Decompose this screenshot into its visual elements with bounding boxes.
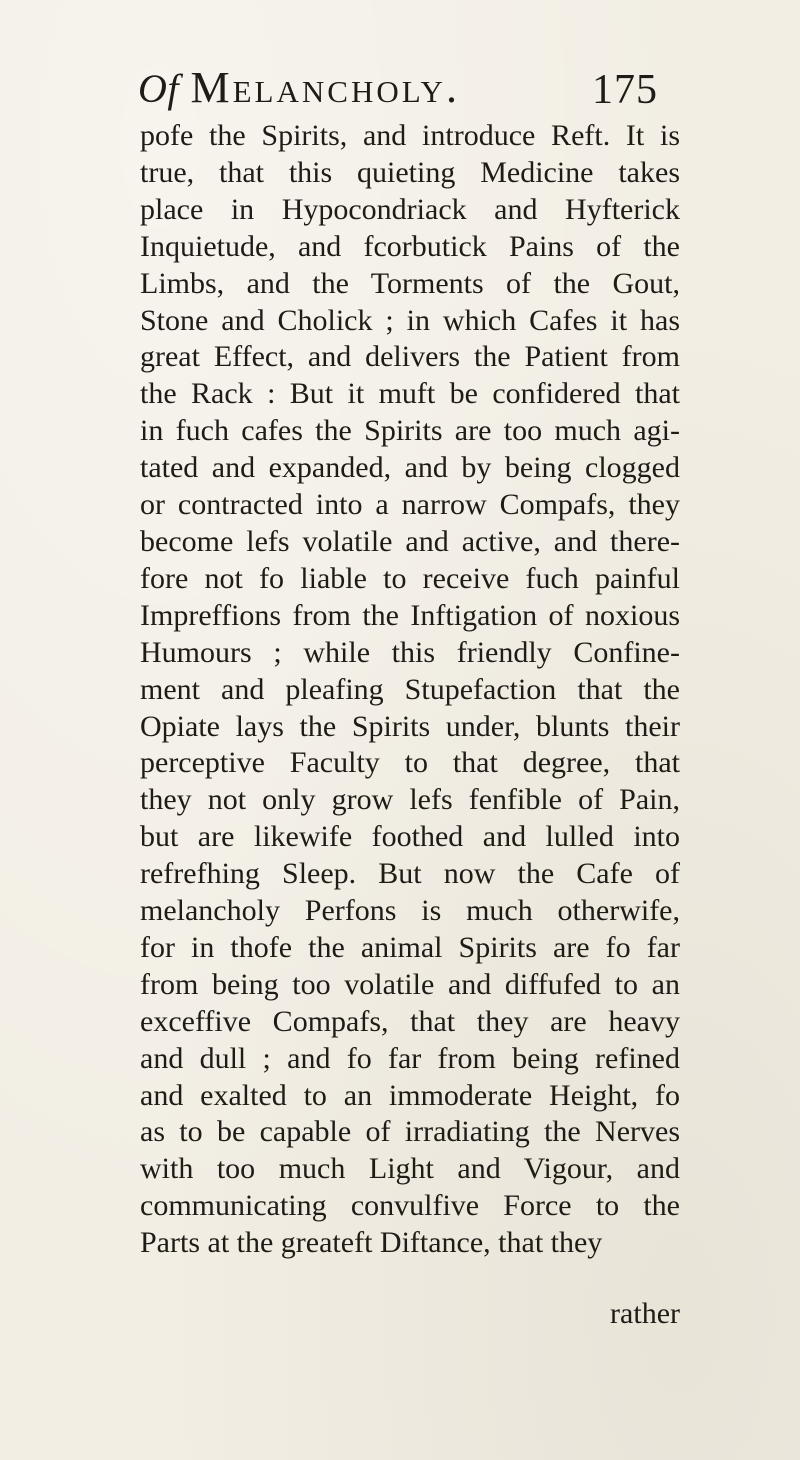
text-line: Inquietude, and fcorbutick Pains of the (140, 229, 680, 263)
text-line: for in thofe the animal Spirits are fo far (140, 930, 680, 964)
text-line: in fuch cafes the Spirits are too much agi- (140, 414, 680, 448)
text-line: fore not fo liable to receive fuch painful (140, 561, 680, 595)
text-line: melancholy Perfons is much otherwife, (140, 894, 680, 928)
text-line: great Effect, and delivers the Patient from (140, 340, 680, 374)
text-line: Parts at the greateft Diftance, that they (140, 1226, 603, 1260)
catchword: rather (610, 1297, 680, 1330)
body-paragraph (140, 118, 680, 1262)
text-line: but are likewife foothed and lulled into (140, 820, 680, 854)
text-line: and dull ; and fo far from being refined (140, 1041, 680, 1075)
text-line: refrefhing Sleep. But now the Cafe of (140, 857, 680, 891)
text-line: Limbs, and the Torments of the Gout, (140, 266, 680, 300)
text-line: the Rack : But it muft be confidered that (140, 377, 680, 411)
text-line: true, that this quieting Medicine takes (140, 155, 680, 189)
text-line: and exalted to an immoderate Height, fo (140, 1078, 680, 1112)
text-line: tated and expanded, and by being clogged (140, 451, 680, 485)
text-line: place in Hypocondriack and Hyfterick (140, 192, 680, 226)
text-line: become lefs volatile and active, and there- (140, 524, 680, 558)
text-line: or contracted into a narrow Compafs, they (140, 488, 680, 522)
text-line: as to be capable of irradiating the Nerves (140, 1115, 680, 1149)
page-number: 175 (592, 67, 658, 113)
text-line: perceptive Faculty to that degree, that (140, 746, 680, 780)
text-line: Opiate lays the Spirits under, blunts their (140, 709, 680, 743)
text-line: exceffive Compafs, that they are heavy (140, 1004, 680, 1038)
text-line: Stone and Cholick ; in which Cafes it has (140, 303, 680, 337)
text-line: they not only grow lefs fenfible of Pain, (140, 783, 680, 817)
text-line: ment and pleafing Stupefaction that the (140, 672, 680, 706)
running-head-title (138, 62, 460, 113)
text-line: pofe the Spirits, and introduce Reft. It is (140, 119, 680, 152)
text-line: Impreffions from the Inftigation of noxious (140, 598, 680, 632)
running-header (138, 62, 658, 122)
running-head-melancholy: Melancholy. (190, 63, 460, 112)
text-line: with too much Light and Vigour, and (140, 1152, 680, 1186)
text-line: Humours ; while this friendly Confine- (140, 635, 680, 669)
text-line: communicating convulfive Force to the (140, 1189, 680, 1223)
running-head-of: Of (138, 66, 179, 111)
text-line: from being too volatile and diffufed to an (140, 967, 680, 1001)
